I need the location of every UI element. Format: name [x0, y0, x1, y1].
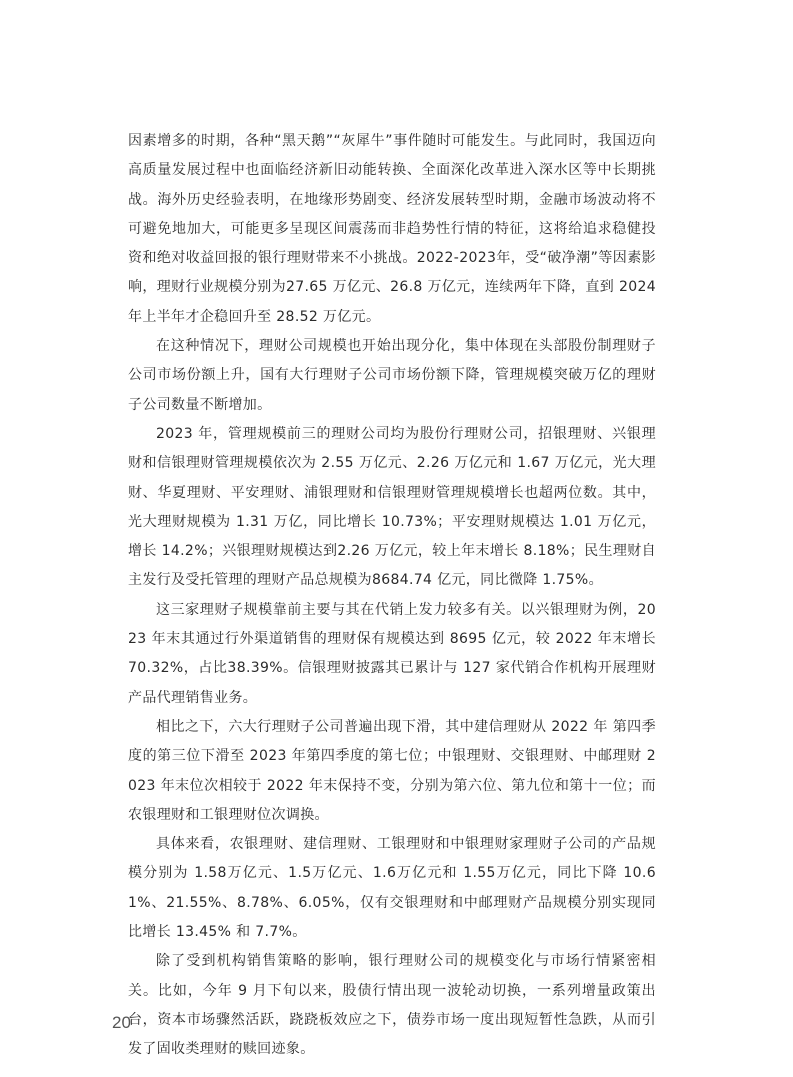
paragraph-5: 相比之下，六大行理财子公司普遍出现下滑，其中建信理财从 2022 年 第四季度的第三位下滑至 2023 年第四季度的第七位；中银理财、交银理财、中邮理财 2023 年末位次相较于 2022 年末保持不变，分别为第六位、第九位和第十一位；而农银理财和工银理财位次调换。	[128, 718, 656, 823]
paragraph-2: 在这种情况下，理财公司规模也开始出现分化，集中体现在头部股份制理财子公司市场份额上升，国有大行理财子公司市场份额下降，管理规模突破万亿的理财子公司数量不断增加。	[128, 338, 656, 413]
body-text	[128, 127, 656, 1065]
paragraph-4: 这三家理财子规模靠前主要与其在代销上发力较多有关。以兴银理财为例，2023 年末其通过行外渠道销售的理财保有规模达到 8695 亿元，较 2022 年末增长 70.32%，占比38.39%。信银理财披露其已累计与 127 家代销合作机构开展理财产品代理销售业务。	[128, 601, 656, 706]
paragraph-7: 除了受到机构销售策略的影响，银行理财公司的规模变化与市场行情紧密相关。比如，今年 9 月下旬以来，股债行情出现一波轮动切换，一系列增量政策出台，资本市场骤然活跃，跷跷板效应之下，债券市场一度出现短暂性急跌，从而引发了固收类理财的赎回迹象。	[128, 953, 656, 1058]
paragraph-3: 2023 年，管理规模前三的理财公司均为股份行理财公司，招银理财、兴银理财和信银理财管理规模依次为 2.55 万亿元、2.26 万亿元和 1.67 万亿元，光大理财、华夏理财、平安理财、浦银理财和信银理财管理规模增长也超两位数。其中，光大理财规模为 1.31 万亿，同比增长 10.73%；平安理财规模达 1.01 万亿元，增长 14.2%；兴银理财规模达到2.26 万亿元，较上年末增长 8.18%；民生理财自主发行及受托管理的理财产品总规模为8684.74 亿元，同比微降 1.75%。	[128, 425, 656, 589]
paragraph-1: 因素增多的时期，各种“黑天鹅”“灰犀牛”事件随时可能发生。与此同时，我国迈向高质量发展过程中也面临经济新旧动能转换、全面深化改革进入深水区等中长期挑战。海外历史经验表明，在地缘形势剧变、经济发展转型时期，金融市场波动将不可避免地加大，可能更多呈现区间震荡而非趋势性行情的特征，这将给追求稳健投资和绝对收益回报的银行理财带来不小挑战。2022-2023年，受“破净潮”等因素影响，理财行业规模分别为27.65 万亿元、26.8 万亿元，连续两年下降，直到 2024 年上半年才企稳回升至 28.52 万亿元。	[128, 133, 656, 325]
paragraph-6: 具体来看，农银理财、建信理财、工银理财和中银理财家理财子公司的产品规模分别为 1.58万亿元、1.5万亿元、1.6万亿元和 1.55万亿元，同比下降 10.61%、21.55%、8.78%、6.05%，仅有交银理财和中邮理财产品规模分别实现同比增长 13.45% 和 7.7%。	[128, 836, 656, 941]
page-number: 20	[112, 1013, 131, 1032]
